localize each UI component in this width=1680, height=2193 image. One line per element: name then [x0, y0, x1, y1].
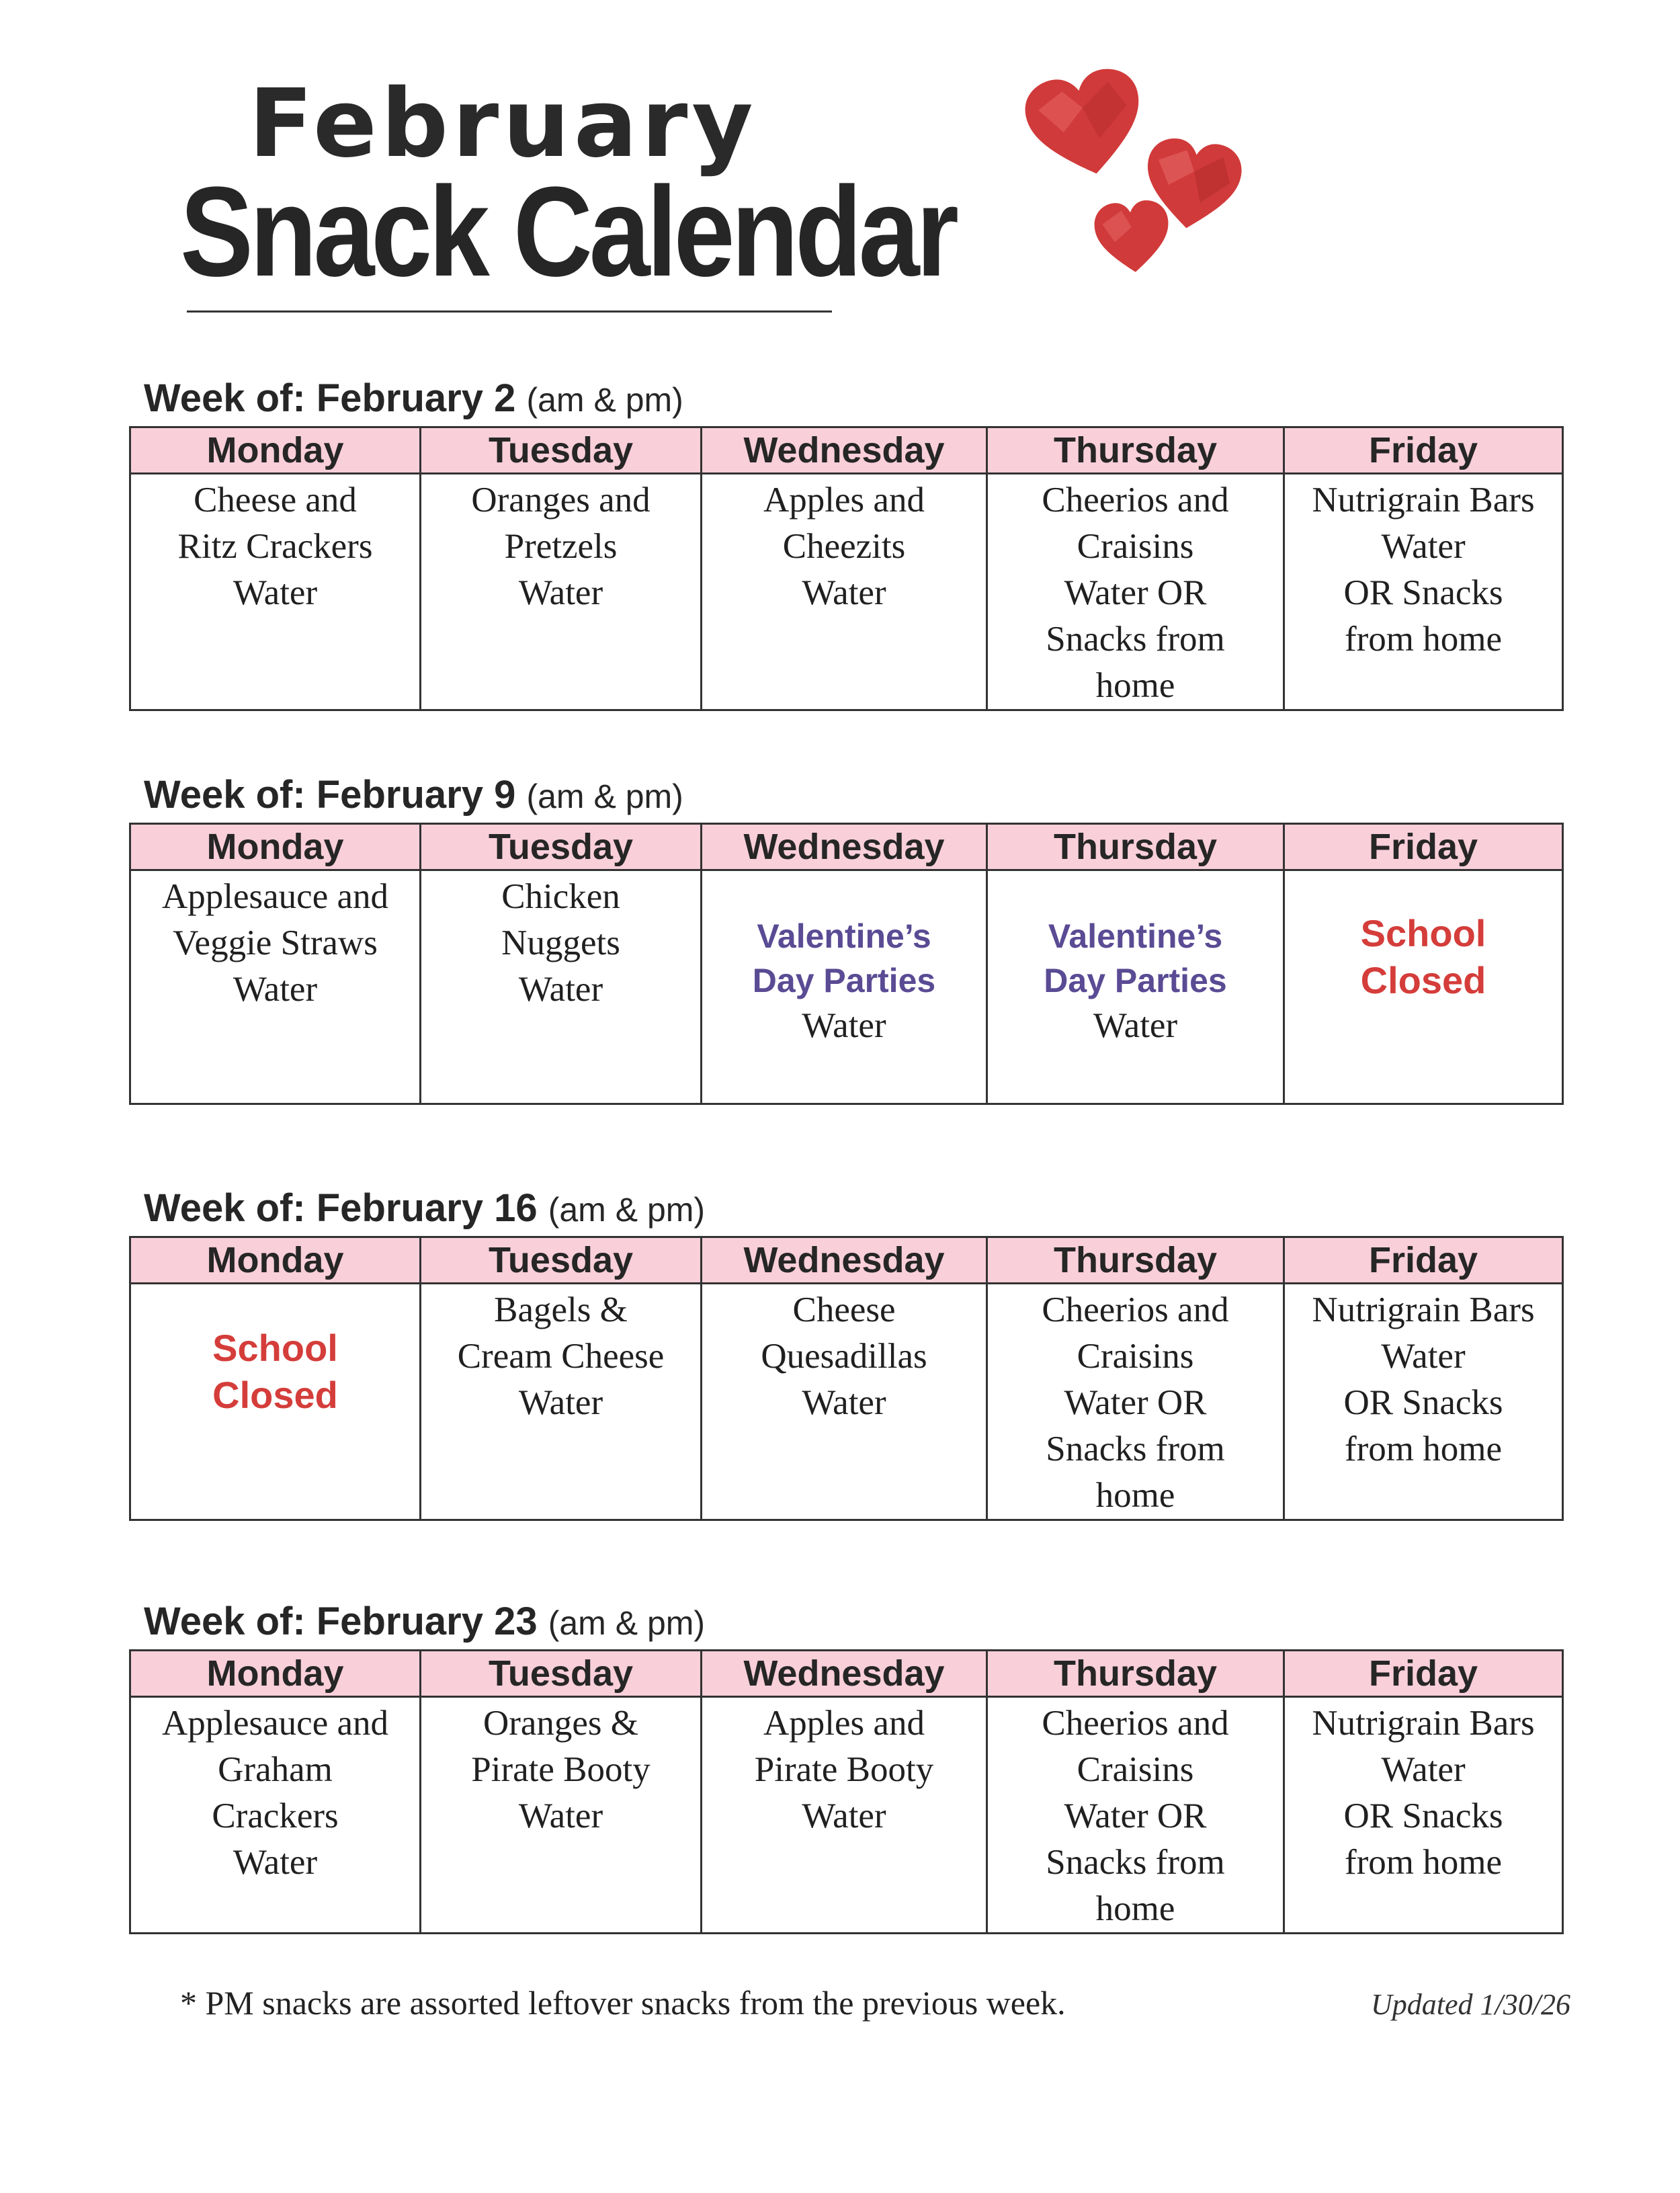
snack-cell-monday — [130, 1284, 421, 1520]
snack-line: Nutrigrain Bars — [1312, 1290, 1535, 1329]
snack-line: Snacks from — [1046, 1843, 1225, 1882]
session-text: (am & pm) — [548, 1604, 706, 1642]
snack-line: Water — [518, 573, 603, 612]
snack-line: from home — [1344, 1843, 1503, 1882]
day-header-thursday: Thursday — [987, 427, 1284, 474]
snack-line: OR Snacks — [1343, 1796, 1503, 1835]
heart-large — [1019, 67, 1152, 185]
snack-cell-tuesday — [421, 870, 702, 1104]
week-table-feb-23 — [129, 1649, 1564, 1934]
snack-row — [130, 1284, 1563, 1520]
snack-line: Cheezits — [782, 527, 906, 566]
snack-cell-wednesday — [702, 1284, 987, 1520]
day-header-monday: Monday — [130, 1651, 421, 1697]
school-closed-label: School — [1360, 911, 1486, 954]
school-closed-label: School — [212, 1326, 338, 1369]
snack-line: Craisins — [1077, 1750, 1194, 1789]
snack-line: Snacks from — [1046, 620, 1225, 659]
snack-line: from home — [1344, 620, 1503, 659]
snack-line: Bagels & — [494, 1290, 628, 1329]
day-header-tuesday: Tuesday — [421, 427, 702, 474]
week-label-text: Week of: February 23 — [144, 1600, 538, 1643]
snack-line: Snacks from — [1046, 1430, 1225, 1468]
snack-line: Oranges and — [471, 481, 650, 520]
week-label-feb-23 — [144, 1600, 705, 1645]
snack-cell-thursday — [987, 474, 1284, 710]
week-label-text: Week of: February 16 — [144, 1186, 538, 1230]
day-header-wednesday: Wednesday — [702, 427, 987, 474]
snack-line: Water — [802, 1383, 886, 1422]
day-header-tuesday: Tuesday — [421, 824, 702, 870]
footnote: * PM snacks are assorted leftover snacks from the previous week. — [180, 1984, 1066, 2022]
hearts-icon — [1015, 67, 1284, 289]
week-table-feb-2 — [129, 426, 1564, 711]
snack-cell-friday — [1284, 1697, 1563, 1934]
day-header-monday: Monday — [130, 1237, 421, 1284]
snack-line: Craisins — [1077, 1337, 1194, 1376]
week-label-text: Week of: February 9 — [144, 773, 516, 817]
snack-line: Cheerios and — [1042, 1290, 1229, 1329]
snack-line: Veggie Straws — [173, 923, 378, 962]
day-header-row — [130, 1237, 1563, 1284]
snack-line: Chicken — [501, 877, 620, 916]
day-header-row — [130, 1651, 1563, 1697]
snack-line: Apples and — [763, 1704, 925, 1743]
updated-date: Updated 1/30/26 — [1371, 1988, 1570, 2021]
session-text: (am & pm) — [548, 1191, 706, 1229]
snack-line: Pirate Booty — [471, 1750, 650, 1789]
event-label-valentines: Valentine’s — [757, 917, 931, 955]
snack-row — [130, 474, 1563, 710]
snack-row — [130, 870, 1563, 1104]
snack-line: OR Snacks — [1343, 573, 1503, 612]
snack-line: Nutrigrain Bars — [1312, 1704, 1535, 1743]
snack-line: Cheerios and — [1042, 481, 1229, 520]
snack-cell-tuesday — [421, 474, 702, 710]
snack-line: Water — [802, 1006, 886, 1045]
snack-cell-monday — [130, 1697, 421, 1934]
snack-cell-tuesday — [421, 1697, 702, 1934]
snack-line: Craisins — [1077, 527, 1194, 566]
snack-line: Ritz Crackers — [177, 527, 373, 566]
snack-cell-monday — [130, 474, 421, 710]
week-table-feb-9 — [129, 823, 1564, 1105]
snack-line: home — [1095, 666, 1175, 705]
snack-line: Water — [1381, 527, 1466, 566]
snack-row — [130, 1697, 1563, 1934]
week-label-feb-9 — [144, 773, 683, 819]
snack-line: Water OR — [1064, 1383, 1207, 1422]
snack-line: Water — [518, 1383, 603, 1422]
day-header-friday: Friday — [1284, 824, 1563, 870]
snack-line: Water OR — [1064, 573, 1207, 612]
heart-small — [1093, 198, 1173, 275]
snack-line: Cream Cheese — [457, 1337, 665, 1376]
snack-line: Graham — [218, 1750, 333, 1789]
session-text: (am & pm) — [526, 381, 683, 419]
snack-line: Pirate Booty — [754, 1750, 934, 1789]
event-label-valentines: Day Parties — [752, 962, 936, 999]
snack-line: Water — [518, 1796, 603, 1835]
snack-line: OR Snacks — [1343, 1383, 1503, 1422]
snack-line: Apples and — [763, 481, 925, 520]
snack-line: home — [1095, 1889, 1175, 1928]
session-text: (am & pm) — [526, 778, 683, 815]
snack-line: Water — [1093, 1006, 1178, 1045]
snack-line: Cheese and — [194, 481, 357, 520]
snack-cell-wednesday — [702, 474, 987, 710]
title-snack-calendar: Snack Calendar — [180, 161, 956, 303]
week-label-text: Week of: February 2 — [144, 376, 516, 420]
snack-line: Water — [518, 970, 603, 1009]
title-february: February — [249, 69, 757, 179]
day-header-thursday: Thursday — [987, 1651, 1284, 1697]
snack-line: Nutrigrain Bars — [1312, 481, 1535, 520]
week-label-feb-2 — [144, 376, 683, 422]
week-table-feb-16 — [129, 1236, 1564, 1521]
snack-line: Water OR — [1064, 1796, 1207, 1835]
school-closed-label: Closed — [1360, 958, 1486, 1001]
snack-cell-tuesday — [421, 1284, 702, 1520]
snack-line: Water — [233, 970, 318, 1009]
snack-cell-thursday — [987, 1284, 1284, 1520]
snack-cell-friday — [1284, 1284, 1563, 1520]
snack-line: Applesauce and — [162, 1704, 388, 1743]
snack-cell-wednesday — [702, 870, 987, 1104]
day-header-thursday: Thursday — [987, 824, 1284, 870]
snack-cell-friday — [1284, 870, 1563, 1104]
snack-cell-wednesday — [702, 1697, 987, 1934]
day-header-monday: Monday — [130, 824, 421, 870]
day-header-tuesday: Tuesday — [421, 1651, 702, 1697]
snack-line: Applesauce and — [162, 877, 388, 916]
snack-line: Water — [1381, 1750, 1466, 1789]
snack-line: Water — [1381, 1337, 1466, 1376]
week-label-feb-16 — [144, 1186, 705, 1232]
snack-line: Water — [802, 1796, 886, 1835]
day-header-row — [130, 427, 1563, 474]
snack-cell-thursday — [987, 870, 1284, 1104]
event-label-valentines: Day Parties — [1044, 962, 1227, 999]
day-header-wednesday: Wednesday — [702, 1651, 987, 1697]
snack-line: Nuggets — [501, 923, 620, 962]
school-closed-label: Closed — [212, 1373, 338, 1416]
day-header-friday: Friday — [1284, 1237, 1563, 1284]
event-label-valentines: Valentine’s — [1048, 917, 1223, 955]
snack-line: home — [1095, 1476, 1175, 1515]
snack-line: Water — [233, 573, 318, 612]
title-underline — [187, 311, 832, 313]
day-header-row — [130, 824, 1563, 870]
snack-cell-friday — [1284, 474, 1563, 710]
snack-line: Oranges & — [482, 1704, 639, 1743]
day-header-thursday: Thursday — [987, 1237, 1284, 1284]
snack-cell-thursday — [987, 1697, 1284, 1934]
snack-line: Pretzels — [504, 527, 618, 566]
day-header-friday: Friday — [1284, 1651, 1563, 1697]
snack-line: Water — [233, 1843, 318, 1882]
snack-line: Cheese — [792, 1290, 896, 1329]
day-header-friday: Friday — [1284, 427, 1563, 474]
snack-line: Crackers — [212, 1796, 339, 1835]
snack-line: Water — [802, 573, 886, 612]
day-header-monday: Monday — [130, 427, 421, 474]
day-header-tuesday: Tuesday — [421, 1237, 702, 1284]
snack-line: from home — [1344, 1430, 1503, 1468]
snack-line: Quesadillas — [761, 1337, 927, 1376]
snack-line: Cheerios and — [1042, 1704, 1229, 1743]
day-header-wednesday: Wednesday — [702, 1237, 987, 1284]
snack-cell-monday — [130, 870, 421, 1104]
day-header-wednesday: Wednesday — [702, 824, 987, 870]
